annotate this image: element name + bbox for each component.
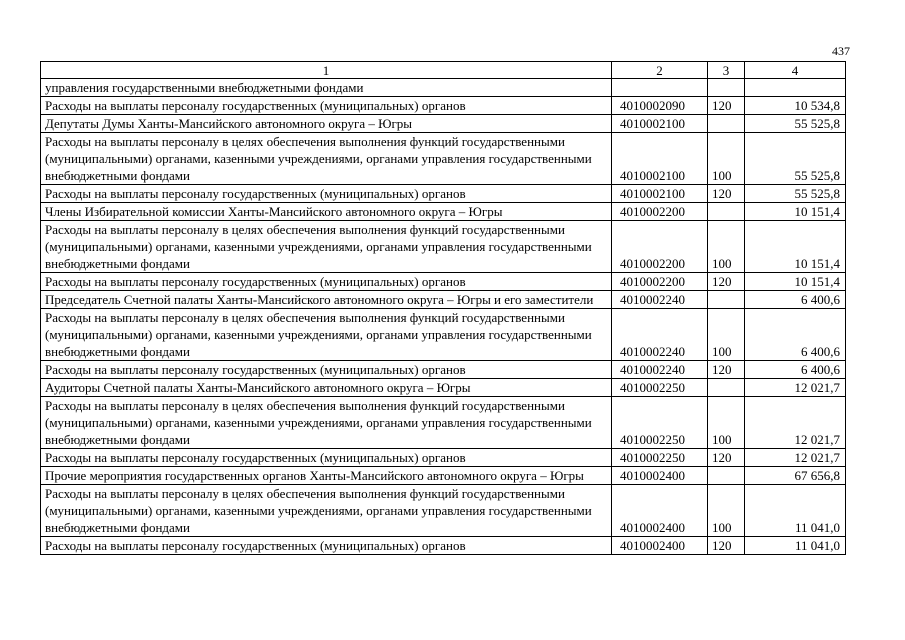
page-number: 437: [832, 44, 850, 58]
row-code-cell: 4010002240: [612, 309, 708, 361]
table-row: [41, 485, 846, 537]
row-type-cell: 120: [708, 537, 745, 555]
row-code-cell: 4010002100: [612, 133, 708, 185]
row-amount-cell: 55 525,8: [745, 185, 846, 203]
row-type-cell: 100: [708, 133, 745, 185]
table-row: [41, 221, 846, 273]
row-code-cell: 4010002400: [612, 537, 708, 555]
row-type-cell: [708, 79, 745, 97]
table-row: [41, 309, 846, 361]
row-amount-cell: 11 041,0: [745, 485, 846, 537]
row-code-cell: 4010002200: [612, 203, 708, 221]
table-row: [41, 537, 846, 555]
row-name-cell: Председатель Счетной палаты Ханты-Мансийского автономного округа – Югры и его заместители: [41, 291, 612, 309]
row-type-cell: 100: [708, 485, 745, 537]
row-amount-cell: 6 400,6: [745, 291, 846, 309]
row-amount-cell: 55 525,8: [745, 115, 846, 133]
row-code-cell: 4010002100: [612, 115, 708, 133]
row-name-cell: Расходы на выплаты персоналу государственных (муниципальных) органов: [41, 97, 612, 115]
row-name-cell: Расходы на выплаты персоналу в целях обеспечения выполнения функций государственными (муниципальными) органами, казенными учреждениями, органами управления государственными внебюджетными фондами: [41, 309, 612, 361]
header-col-3: 3: [708, 62, 745, 79]
row-type-cell: [708, 115, 745, 133]
row-code-cell: 4010002200: [612, 221, 708, 273]
row-amount-cell: 55 525,8: [745, 133, 846, 185]
row-amount-cell: 10 534,8: [745, 97, 846, 115]
row-amount-cell: 12 021,7: [745, 449, 846, 467]
table-row: [41, 291, 846, 309]
row-code-cell: 4010002240: [612, 291, 708, 309]
row-name-cell: Прочие мероприятия государственных органов Ханты-Мансийского автономного округа – Югры: [41, 467, 612, 485]
table-row: [41, 97, 846, 115]
table-row: [41, 361, 846, 379]
row-name-cell: управления государственными внебюджетными фондами: [41, 79, 612, 97]
row-code-cell: 4010002250: [612, 379, 708, 397]
row-amount-cell: 6 400,6: [745, 309, 846, 361]
table-row: [41, 467, 846, 485]
row-amount-cell: 6 400,6: [745, 361, 846, 379]
table-row: [41, 115, 846, 133]
row-type-cell: 120: [708, 185, 745, 203]
row-amount-cell: 12 021,7: [745, 379, 846, 397]
row-amount-cell: 11 041,0: [745, 537, 846, 555]
row-type-cell: [708, 379, 745, 397]
row-type-cell: 120: [708, 361, 745, 379]
row-amount-cell: 10 151,4: [745, 273, 846, 291]
row-code-cell: 4010002090: [612, 97, 708, 115]
row-amount-cell: 10 151,4: [745, 203, 846, 221]
row-type-cell: 100: [708, 221, 745, 273]
table-row: [41, 379, 846, 397]
header-col-4: 4: [745, 62, 846, 79]
table-row: [41, 185, 846, 203]
budget-table: [40, 61, 846, 555]
row-name-cell: Расходы на выплаты персоналу государственных (муниципальных) органов: [41, 273, 612, 291]
row-type-cell: 120: [708, 97, 745, 115]
row-code-cell: [612, 79, 708, 97]
row-type-cell: [708, 291, 745, 309]
row-code-cell: 4010002100: [612, 185, 708, 203]
row-type-cell: [708, 467, 745, 485]
row-name-cell: Расходы на выплаты персоналу государственных (муниципальных) органов: [41, 537, 612, 555]
row-amount-cell: 12 021,7: [745, 397, 846, 449]
table-row: [41, 79, 846, 97]
table-row: [41, 397, 846, 449]
row-name-cell: Расходы на выплаты персоналу государственных (муниципальных) органов: [41, 361, 612, 379]
table-row: [41, 203, 846, 221]
row-name-cell: Расходы на выплаты персоналу государственных (муниципальных) органов: [41, 185, 612, 203]
row-code-cell: 4010002400: [612, 467, 708, 485]
row-code-cell: 4010002250: [612, 397, 708, 449]
row-code-cell: 4010002240: [612, 361, 708, 379]
header-col-2: 2: [612, 62, 708, 79]
row-amount-cell: 67 656,8: [745, 467, 846, 485]
header-row: [41, 62, 846, 79]
row-amount-cell: [745, 79, 846, 97]
row-name-cell: Члены Избирательной комиссии Ханты-Мансийского автономного округа – Югры: [41, 203, 612, 221]
row-name-cell: Расходы на выплаты персоналу в целях обеспечения выполнения функций государственными (муниципальными) органами, казенными учреждениями, органами управления государственными внебюджетными фондами: [41, 397, 612, 449]
row-code-cell: 4010002200: [612, 273, 708, 291]
row-type-cell: 100: [708, 397, 745, 449]
row-type-cell: 120: [708, 449, 745, 467]
row-name-cell: Аудиторы Счетной палаты Ханты-Мансийского автономного округа – Югры: [41, 379, 612, 397]
table-row: [41, 449, 846, 467]
table-row: [41, 133, 846, 185]
table-body: [41, 79, 846, 555]
row-name-cell: Депутаты Думы Ханты-Мансийского автономного округа – Югры: [41, 115, 612, 133]
row-name-cell: Расходы на выплаты персоналу в целях обеспечения выполнения функций государственными (муниципальными) органами, казенными учреждениями, органами управления государственными внебюджетными фондами: [41, 133, 612, 185]
row-type-cell: 100: [708, 309, 745, 361]
header-col-1: 1: [41, 62, 612, 79]
row-name-cell: Расходы на выплаты персоналу государственных (муниципальных) органов: [41, 449, 612, 467]
table-row: [41, 273, 846, 291]
row-type-cell: 120: [708, 273, 745, 291]
row-name-cell: Расходы на выплаты персоналу в целях обеспечения выполнения функций государственными (муниципальными) органами, казенными учреждениями, органами управления государственными внебюджетными фондами: [41, 221, 612, 273]
row-amount-cell: 10 151,4: [745, 221, 846, 273]
row-name-cell: Расходы на выплаты персоналу в целях обеспечения выполнения функций государственными (муниципальными) органами, казенными учреждениями, органами управления государственными внебюджетными фондами: [41, 485, 612, 537]
table-header: [41, 62, 846, 79]
row-code-cell: 4010002250: [612, 449, 708, 467]
row-type-cell: [708, 203, 745, 221]
row-code-cell: 4010002400: [612, 485, 708, 537]
